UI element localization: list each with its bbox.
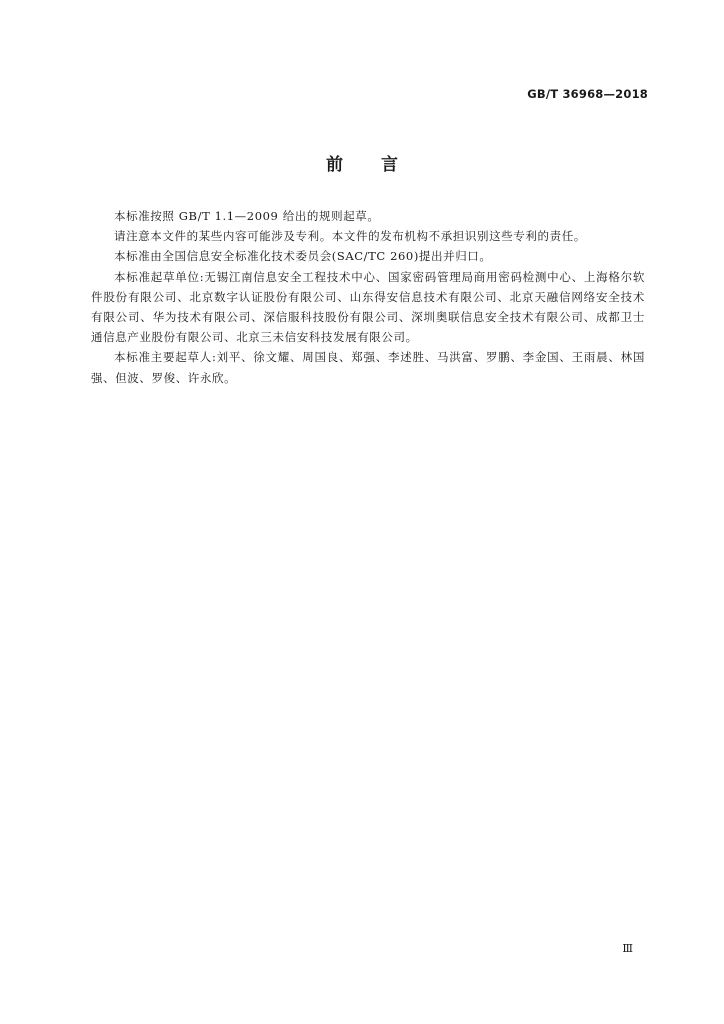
paragraph-committee: 本标准由全国信息安全标准化技术委员会(SAC/TC 260)提出并归口。 xyxy=(114,249,492,264)
paragraph-patent-notice: 请注意本文件的某些内容可能涉及专利。本文件的发布机构不承担识别这些专利的责任。 xyxy=(114,229,586,244)
page-number: Ⅲ xyxy=(622,942,633,955)
page-title: 前言 xyxy=(326,155,436,175)
paragraph-drafting-rules: 本标准按照 GB/T 1.1—2009 给出的规则起草。 xyxy=(114,209,380,223)
foreword-body xyxy=(91,206,645,388)
standard-number: GB/T 36968—2018 xyxy=(527,87,648,101)
paragraph-drafters: 本标准主要起草人:刘平、徐文耀、周国良、郑强、李述胜、马洪富、罗鹏、李金国、王雨晨、林国强、但波、罗俊、许永欣。 xyxy=(91,350,645,385)
paragraph-drafting-units: 本标准起草单位:无锡江南信息安全工程技术中心、国家密码管理局商用密码检测中心、上海格尔软件股份有限公司、北京数字认证股份有限公司、山东得安信息技术有限公司、北京天融信网络安全技术有限公司、华为技术有限公司、深信服科技股份有限公司、深圳奥联信息安全技术有限公司、成都卫士通信息产业股份有限公司、北京三未信安科技发展有限公司。 xyxy=(91,269,645,345)
